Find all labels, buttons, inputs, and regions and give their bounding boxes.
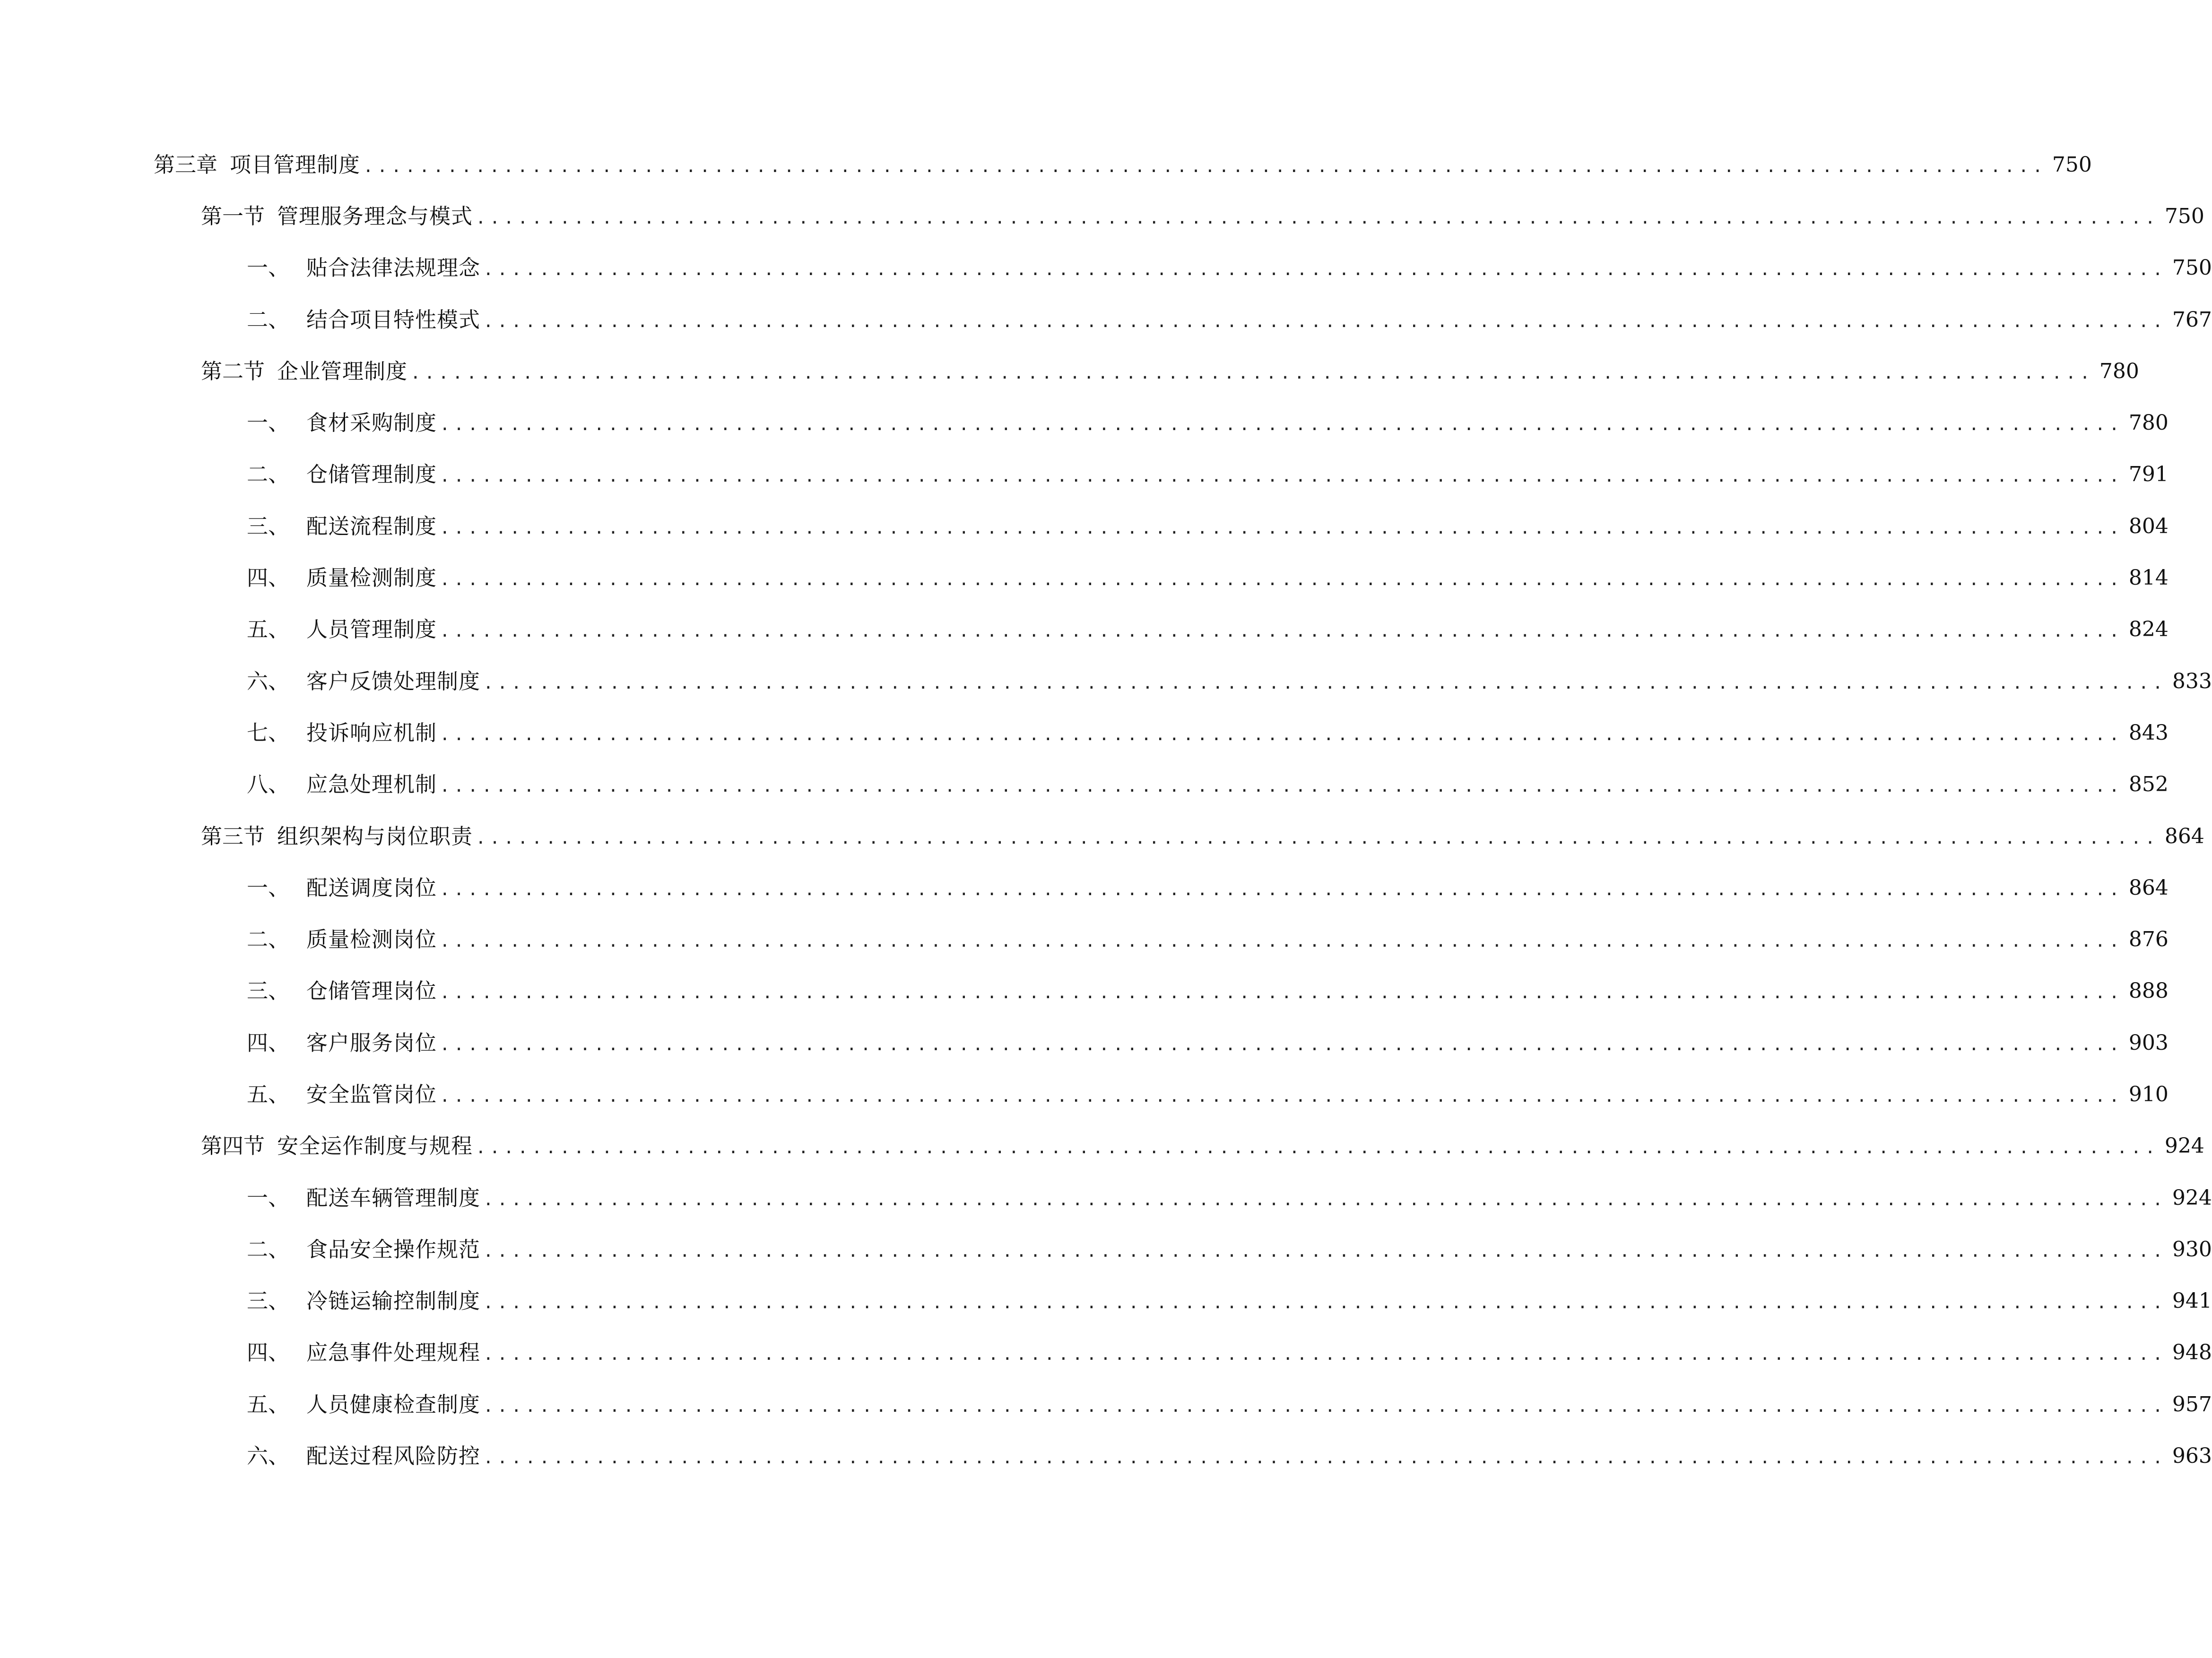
toc-page-number: 814 xyxy=(2128,566,2169,590)
toc-page-number: 780 xyxy=(2099,359,2139,383)
toc-subsection-entry[interactable] xyxy=(0,294,2212,345)
toc-page-number: 864 xyxy=(2164,824,2204,848)
toc-page-number: 963 xyxy=(2172,1444,2212,1468)
toc-subsection-entry[interactable] xyxy=(0,1069,2169,1120)
toc-subsection-entry[interactable] xyxy=(0,1327,2212,1379)
toc-subsection-entry[interactable] xyxy=(0,604,2169,656)
toc-dot-leader: ........................................................................................................................ xyxy=(363,156,2047,176)
toc-entry-title: 配送流程制度 xyxy=(306,513,437,539)
toc-subsection-entry[interactable] xyxy=(0,862,2169,914)
toc-dot-leader: ........................................................................................................................ xyxy=(483,1293,2167,1313)
toc-entry-title: 企业管理制度 xyxy=(277,358,408,384)
toc-section-entry[interactable] xyxy=(0,345,2139,397)
toc-subsection-entry[interactable] xyxy=(0,242,2212,294)
toc-entry-number: 四、 xyxy=(247,1340,290,1365)
toc-subsection-entry[interactable] xyxy=(0,552,2169,604)
toc-chapter-entry[interactable] xyxy=(0,139,2092,190)
toc-entry-number: 八、 xyxy=(247,772,290,797)
toc-page-number: 824 xyxy=(2128,617,2169,642)
toc-subsection-entry[interactable] xyxy=(0,1017,2169,1069)
toc-page-number: 930 xyxy=(2172,1237,2212,1261)
toc-dot-leader: ........................................................................................................................ xyxy=(440,932,2123,951)
toc-subsection-entry[interactable] xyxy=(0,966,2169,1017)
toc-subsection-entry[interactable] xyxy=(0,759,2169,811)
toc-dot-leader: ........................................................................................................................ xyxy=(483,1396,2167,1416)
toc-page-number: 852 xyxy=(2128,772,2169,797)
toc-subsection-entry[interactable] xyxy=(0,397,2169,449)
toc-entry-title: 食材采购制度 xyxy=(306,410,437,436)
toc-entry-title: 结合项目特性模式 xyxy=(306,307,481,332)
toc-entry-number: 一、 xyxy=(247,255,290,281)
toc-entry-title: 安全监管岗位 xyxy=(306,1081,437,1107)
toc-dot-leader: ........................................................................................................................ xyxy=(483,1241,2167,1261)
table-of-contents xyxy=(0,139,2212,1482)
toc-entry-title: 应急事件处理规程 xyxy=(306,1340,481,1365)
toc-subsection-entry[interactable] xyxy=(0,656,2212,707)
toc-dot-leader: ........................................................................................................................ xyxy=(483,260,2167,280)
toc-entry-number: 一、 xyxy=(247,1185,290,1210)
toc-page-number: 924 xyxy=(2164,1134,2204,1158)
toc-entry-title: 食品安全操作规范 xyxy=(306,1236,481,1262)
toc-entry-number: 第一节 xyxy=(201,203,265,229)
toc-entry-title: 组织架构与岗位职责 xyxy=(277,823,473,849)
toc-entry-number: 四、 xyxy=(247,565,290,591)
toc-entry-title: 应急处理机制 xyxy=(306,772,437,797)
toc-entry-number: 五、 xyxy=(247,1391,290,1417)
toc-entry-number: 七、 xyxy=(247,720,290,745)
toc-dot-leader: ........................................................................................................................ xyxy=(440,1086,2123,1106)
toc-section-entry[interactable] xyxy=(0,190,2204,242)
toc-entry-number: 第三节 xyxy=(201,823,265,849)
toc-subsection-entry[interactable] xyxy=(0,1276,2212,1327)
toc-dot-leader: ........................................................................................................................ xyxy=(483,1448,2167,1468)
toc-page-number: 750 xyxy=(2172,256,2212,280)
toc-dot-leader: ........................................................................................................................ xyxy=(483,1345,2167,1364)
toc-entry-title: 项目管理制度 xyxy=(230,152,361,177)
toc-section-entry[interactable] xyxy=(0,811,2204,862)
toc-page-number: 910 xyxy=(2128,1082,2169,1106)
toc-entry-number: 二、 xyxy=(247,307,290,332)
toc-entry-number: 五、 xyxy=(247,1081,290,1107)
toc-section-entry[interactable] xyxy=(0,1121,2204,1172)
toc-page-number: 924 xyxy=(2172,1185,2212,1210)
toc-entry-title: 质量检测制度 xyxy=(306,565,437,591)
toc-page-number: 888 xyxy=(2128,979,2169,1003)
toc-entry-number: 第四节 xyxy=(201,1133,265,1159)
toc-entry-title: 冷链运输控制制度 xyxy=(306,1288,481,1314)
toc-dot-leader: ........................................................................................................................ xyxy=(440,880,2123,899)
toc-dot-leader: ........................................................................................................................ xyxy=(440,622,2123,641)
toc-page-number: 843 xyxy=(2128,720,2169,745)
toc-entry-title: 客户服务岗位 xyxy=(306,1030,437,1055)
toc-dot-leader: ........................................................................................................................ xyxy=(483,311,2167,331)
toc-dot-leader: ........................................................................................................................ xyxy=(440,777,2123,796)
toc-page-number: 833 xyxy=(2172,669,2212,693)
toc-page-number: 864 xyxy=(2128,875,2169,900)
toc-dot-leader: ........................................................................................................................ xyxy=(440,415,2123,435)
toc-dot-leader: ........................................................................................................................ xyxy=(476,1138,2159,1158)
toc-subsection-entry[interactable] xyxy=(0,501,2169,552)
toc-dot-leader: ........................................................................................................................ xyxy=(440,983,2123,1003)
toc-page-number: 957 xyxy=(2172,1392,2212,1416)
toc-page-number: 750 xyxy=(2052,152,2092,177)
toc-page-number: 948 xyxy=(2172,1340,2212,1365)
toc-dot-leader: ........................................................................................................................ xyxy=(440,570,2123,590)
toc-page-number: 767 xyxy=(2172,307,2212,332)
toc-subsection-entry[interactable] xyxy=(0,1430,2212,1482)
toc-dot-leader: ........................................................................................................................ xyxy=(440,518,2123,538)
toc-entry-title: 仓储管理岗位 xyxy=(306,978,437,1004)
toc-entry-number: 六、 xyxy=(247,668,290,694)
toc-entry-number: 二、 xyxy=(247,927,290,952)
toc-entry-title: 投诉响应机制 xyxy=(306,720,437,745)
toc-entry-title: 配送过程风险防控 xyxy=(306,1443,481,1469)
toc-dot-leader: ........................................................................................................................ xyxy=(476,208,2159,228)
toc-page-number: 941 xyxy=(2172,1289,2212,1313)
toc-entry-title: 贴合法律法规理念 xyxy=(306,255,481,281)
toc-entry-number: 五、 xyxy=(247,617,290,642)
toc-entry-number: 一、 xyxy=(247,875,290,900)
toc-entry-number: 第二节 xyxy=(201,358,265,384)
toc-subsection-entry[interactable] xyxy=(0,1379,2212,1430)
toc-entry-title: 客户反馈处理制度 xyxy=(306,668,481,694)
toc-entry-title: 人员健康检查制度 xyxy=(306,1391,481,1417)
toc-dot-leader: ........................................................................................................................ xyxy=(440,466,2123,486)
toc-subsection-entry[interactable] xyxy=(0,707,2169,759)
toc-entry-number: 二、 xyxy=(247,462,290,487)
toc-dot-leader: ........................................................................................................................ xyxy=(440,725,2123,744)
toc-entry-title: 安全运作制度与规程 xyxy=(277,1133,473,1159)
toc-subsection-entry[interactable] xyxy=(0,914,2169,965)
toc-entry-number: 三、 xyxy=(247,513,290,539)
toc-entry-title: 仓储管理制度 xyxy=(306,462,437,487)
toc-entry-number: 三、 xyxy=(247,1288,290,1314)
toc-dot-leader: ........................................................................................................................ xyxy=(476,828,2159,848)
toc-entry-number: 一、 xyxy=(247,410,290,436)
toc-subsection-entry[interactable] xyxy=(0,1224,2212,1275)
toc-dot-leader: ........................................................................................................................ xyxy=(440,1035,2123,1054)
toc-entry-title: 质量检测岗位 xyxy=(306,927,437,952)
toc-page-number: 903 xyxy=(2128,1030,2169,1055)
toc-page-number: 791 xyxy=(2128,462,2169,487)
toc-entry-title: 配送调度岗位 xyxy=(306,875,437,900)
toc-page-number: 876 xyxy=(2128,927,2169,952)
toc-subsection-entry[interactable] xyxy=(0,1172,2212,1224)
toc-entry-number: 二、 xyxy=(247,1236,290,1262)
toc-page-number: 780 xyxy=(2128,411,2169,435)
toc-entry-title: 人员管理制度 xyxy=(306,617,437,642)
toc-entry-number: 三、 xyxy=(247,978,290,1004)
toc-page-number: 804 xyxy=(2128,514,2169,538)
toc-dot-leader: ........................................................................................................................ xyxy=(483,673,2167,693)
toc-entry-title: 管理服务理念与模式 xyxy=(277,203,473,229)
toc-dot-leader: ........................................................................................................................ xyxy=(483,1190,2167,1209)
toc-dot-leader: ........................................................................................................................ xyxy=(410,363,2094,383)
toc-entry-number: 四、 xyxy=(247,1030,290,1055)
toc-subsection-entry[interactable] xyxy=(0,449,2169,501)
toc-entry-number: 第三章 xyxy=(154,152,218,177)
toc-entry-title: 配送车辆管理制度 xyxy=(306,1185,481,1210)
toc-entry-number: 六、 xyxy=(247,1443,290,1469)
toc-page-number: 750 xyxy=(2164,204,2204,228)
